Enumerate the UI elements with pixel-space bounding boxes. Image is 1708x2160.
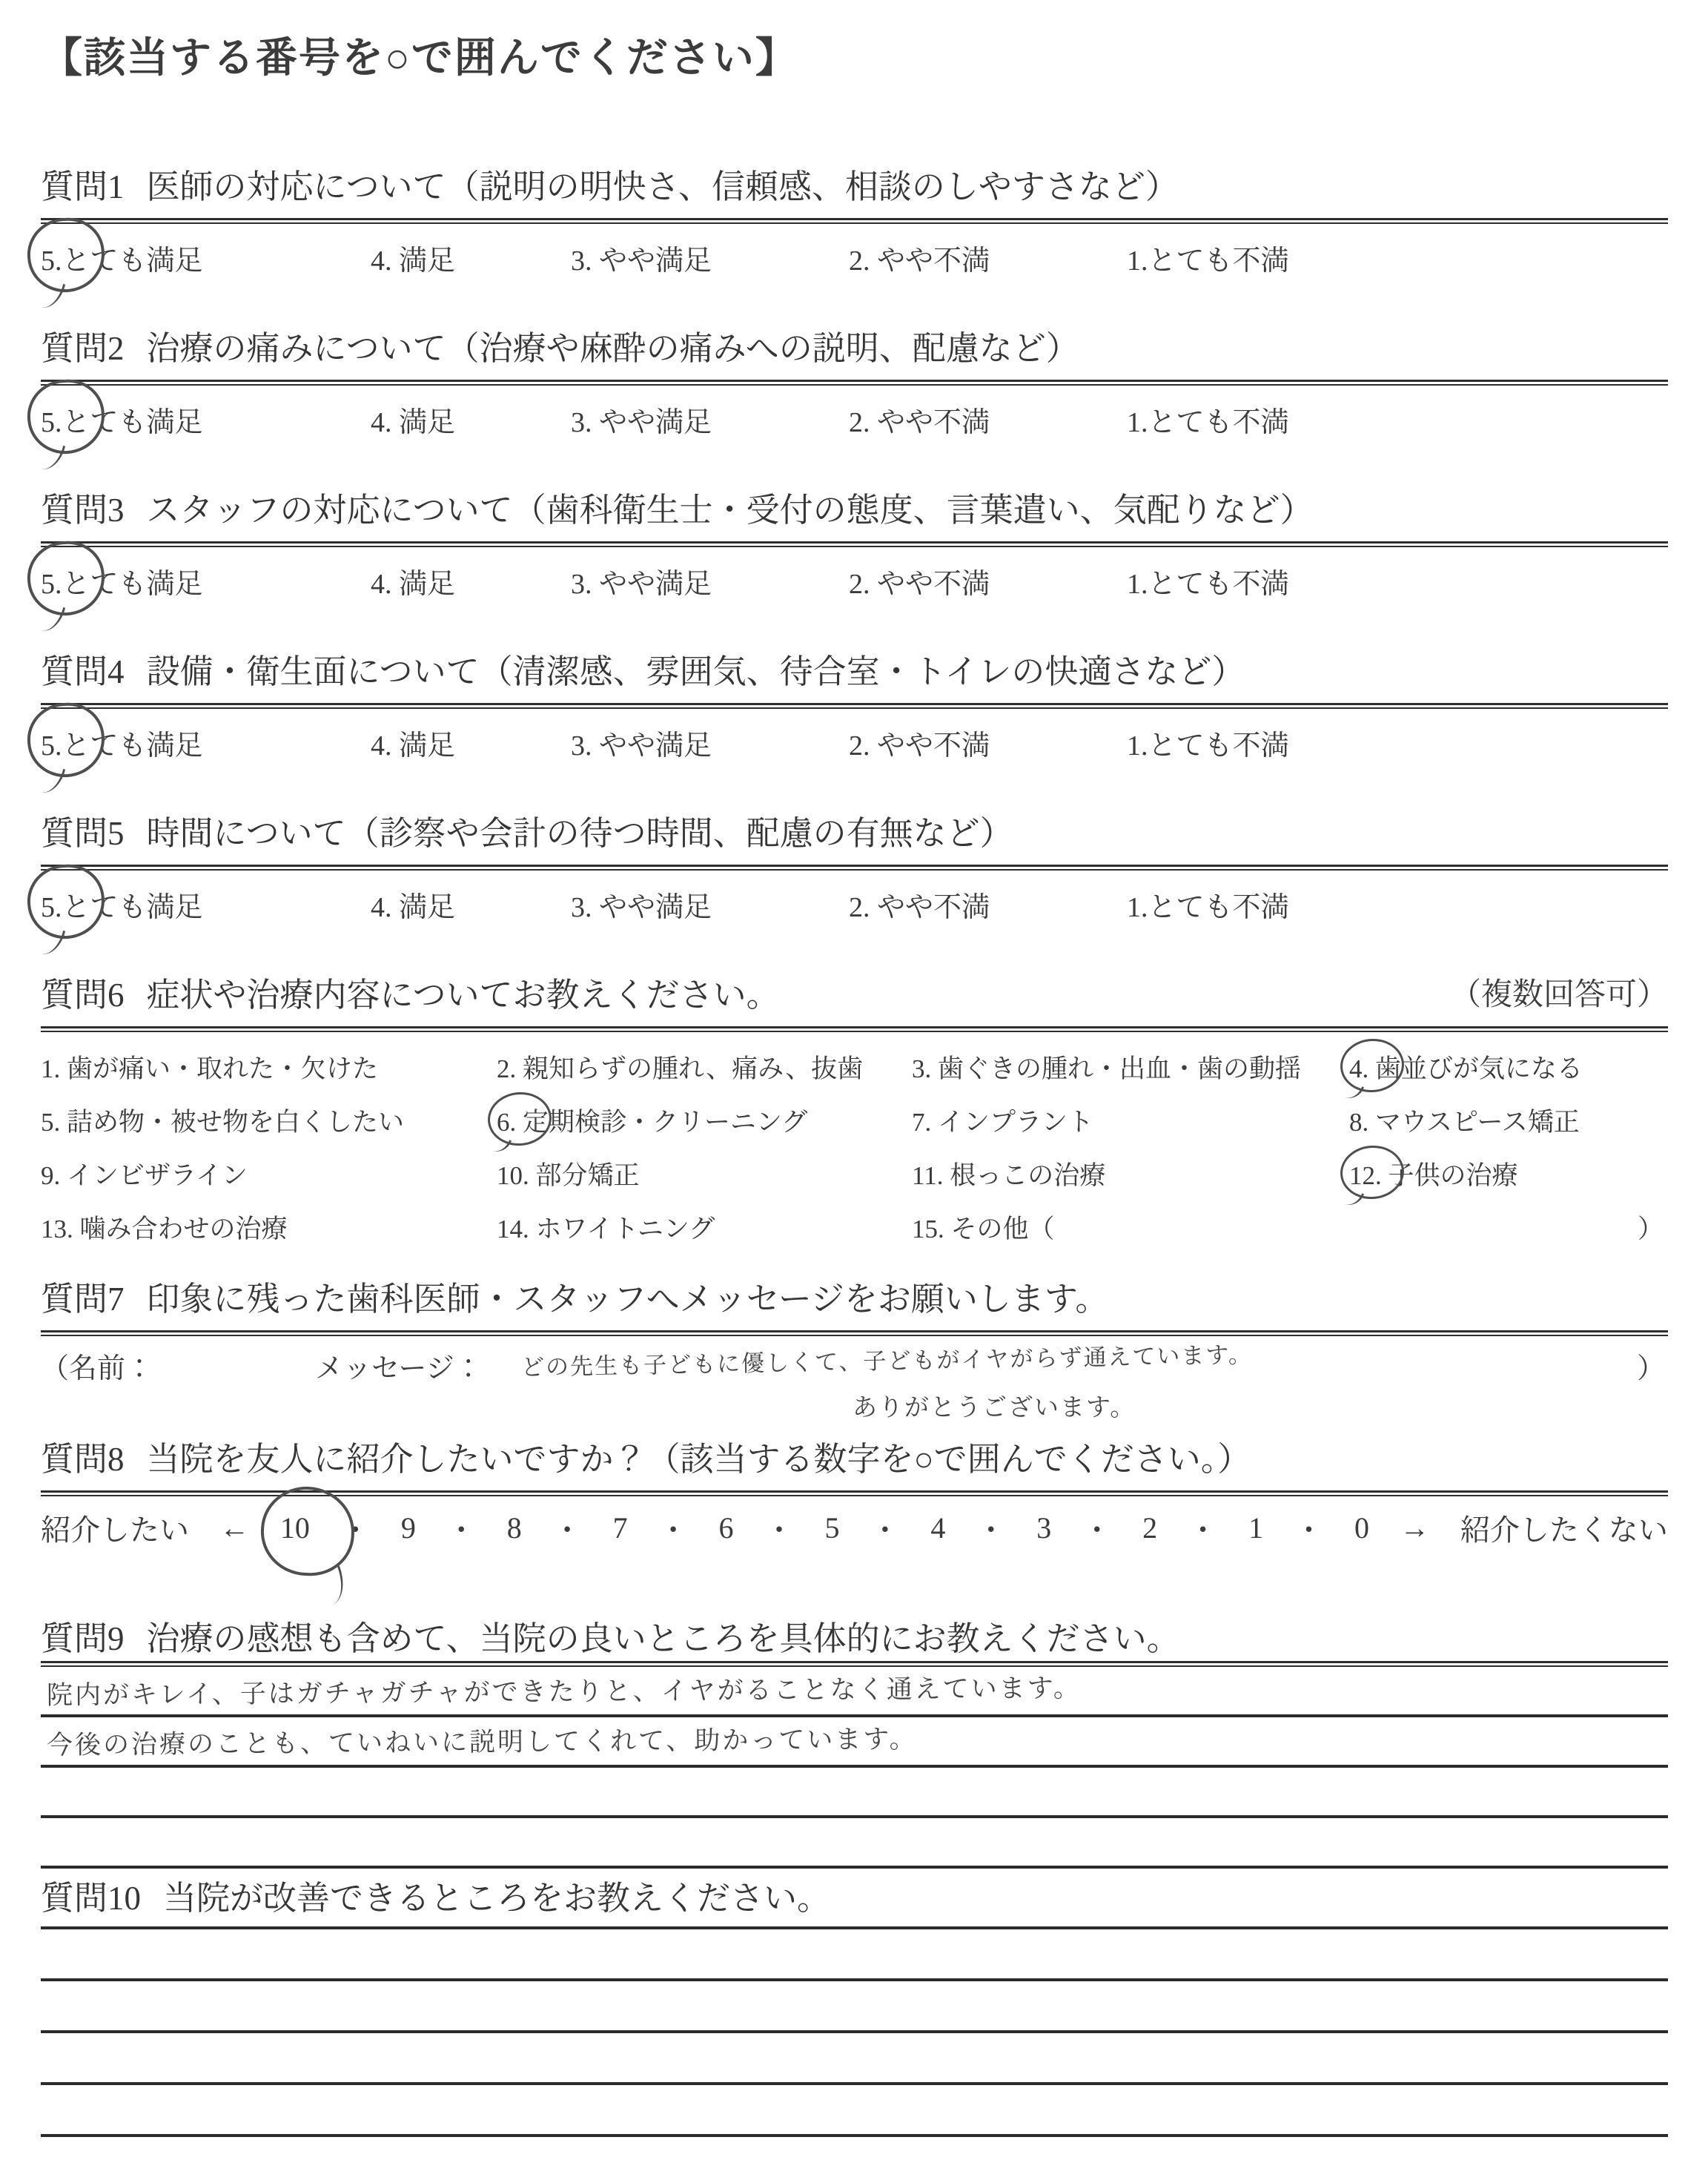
rating-option: 1.とても不満 [1127, 730, 1289, 762]
q8-dot: ・ [658, 1513, 689, 1547]
q6-item: 5. 詰め物・被せ物を白くしたい [41, 1108, 405, 1137]
rating-options-row [41, 399, 1668, 437]
q8-scale-row [41, 1507, 1668, 1548]
question-header [41, 976, 1668, 1014]
question-topic: 医師の対応について（説明の明快さ、信頼感、相談のしやすさなど） [146, 168, 1179, 205]
rating-option: 4. 満足 [371, 407, 456, 438]
rating-option: 2. やや不満 [849, 892, 990, 923]
question-1 [41, 168, 1668, 276]
q8-dot: ・ [870, 1513, 900, 1547]
header-rule [41, 1026, 1668, 1032]
arrow-right-icon: → [1400, 1510, 1430, 1545]
q6-row [41, 1048, 1668, 1084]
rating-option: 1.とても不満 [1127, 245, 1289, 277]
q6-item: 6. 定期検診・クリーニング [497, 1102, 807, 1139]
question-topic: 治療の痛みについて（治療や麻酔の痛みへの説明、配慮など） [146, 330, 1079, 367]
rating-option: 2. やや不満 [849, 730, 990, 762]
rating-option: 5.とても満足 [41, 722, 203, 763]
q8-scale-value: 0 [1354, 1510, 1369, 1545]
question-number: 質問6 [41, 977, 125, 1014]
answer-line [41, 1981, 1668, 2033]
q8-dot: ・ [552, 1513, 583, 1547]
q8-dot: ・ [764, 1513, 794, 1547]
answer-line [41, 1667, 1668, 1717]
question-number: 質問8 [41, 1441, 125, 1478]
question-number: 質問7 [41, 1281, 125, 1318]
answer-line [41, 1929, 1668, 1981]
rating-options-row [41, 722, 1668, 761]
q6-item: 1. 歯が痛い・取れた・欠けた [41, 1054, 379, 1083]
rating-option: 5.とても満足 [41, 561, 203, 601]
question-header [41, 1879, 1668, 1918]
rating-options-row [41, 561, 1668, 599]
question-header [41, 1440, 1668, 1479]
q8-dot: ・ [1294, 1513, 1324, 1547]
rating-option: 3. やや満足 [571, 730, 712, 762]
multi-answer-note: （複数回答可） [1449, 978, 1668, 1012]
rating-options-row [41, 237, 1668, 276]
question-number: 質問1 [41, 168, 125, 205]
page-title: 【該当する番号を○で囲んでください】 [41, 36, 798, 82]
q7-name-label: （名前： [41, 1353, 154, 1384]
q7-message-label: メッセージ： [315, 1353, 483, 1384]
answer-line [41, 1768, 1668, 1818]
question-topic: 設備・衛生面について（清潔感、雰囲気、待合室・トイレの快適さなど） [146, 653, 1245, 690]
header-rule [41, 1330, 1668, 1336]
question-7 [41, 1280, 1668, 1421]
rating-option: 2. やや不満 [849, 407, 990, 438]
question-header [41, 491, 1668, 529]
q8-scale-value: 6 [718, 1510, 734, 1545]
answer-line [41, 1922, 1668, 1929]
arrow-left-icon: ← [219, 1510, 250, 1545]
question-header [41, 329, 1668, 368]
q6-item: 7. インプラント [912, 1108, 1094, 1137]
question-8 [41, 1440, 1668, 1548]
q8-scale-value: 4 [930, 1510, 946, 1545]
q6-other-close-paren: ） [1637, 1215, 1664, 1244]
question-5 [41, 814, 1668, 922]
question-header [41, 1619, 1668, 1658]
q7-close-paren: ） [1636, 1353, 1665, 1384]
answer-line [41, 2085, 1668, 2137]
question-number: 質問9 [41, 1620, 125, 1657]
q8-dot: ・ [976, 1513, 1006, 1547]
rating-option: 5.とても満足 [41, 237, 203, 278]
header-rule [41, 218, 1668, 224]
answer-line [41, 1717, 1668, 1768]
question-topic: 当院を友人に紹介したいですか？（該当する数字を○で囲んでください。） [146, 1441, 1251, 1478]
q10-answer-lines [41, 1922, 1668, 2137]
header-rule [41, 703, 1668, 709]
q7-answer-row [41, 1341, 1668, 1387]
q6-row [41, 1155, 1668, 1191]
header-rule [41, 1661, 1668, 1667]
header-rule [41, 865, 1668, 871]
q8-scale-value: 9 [400, 1510, 416, 1545]
handwritten-answer: 今後の治療のことも、ていねいに説明してくれて、助かっています。 [46, 1724, 918, 1761]
rating-option: 1.とても不満 [1127, 892, 1289, 923]
handwritten-answer: 院内がキレイ、子はガチャガチャができたりと、イヤがることなく通えています。 [46, 1674, 1082, 1711]
q6-item: 4. 歯並びが気になる [1349, 1048, 1583, 1086]
q7-thanks-handwriting: ありがとうございます。 [853, 1393, 1136, 1421]
rating-option: 4. 満足 [371, 245, 456, 277]
q8-scale-value: 8 [506, 1510, 522, 1545]
question-topic: 当院が改善できるところをお教えください。 [163, 1880, 831, 1917]
question-topic: 症状や治療内容についてお教えください。 [146, 977, 780, 1014]
rating-option: 2. やや不満 [849, 569, 990, 600]
question-header [41, 814, 1668, 853]
rating-option: 3. やや満足 [571, 407, 712, 438]
question-topic: 時間について（診察や会計の待つ時間、配慮の有無など） [146, 815, 1013, 852]
q6-item: 11. 根っこの治療 [912, 1161, 1106, 1190]
q6-item: 13. 噛み合わせの治療 [41, 1215, 288, 1244]
q8-scale-value: 1 [1248, 1510, 1264, 1545]
rating-option: 4. 満足 [371, 892, 456, 923]
q6-item: 2. 親知らずの腫れ、痛み、抜歯 [497, 1054, 864, 1083]
q8-left-label: 紹介したい [41, 1513, 189, 1547]
q8-scale-value: 5 [824, 1510, 840, 1545]
q8-scale-value: 3 [1036, 1510, 1052, 1545]
q6-item: 9. インビザライン [41, 1161, 248, 1190]
answer-line [41, 2033, 1668, 2085]
q8-scale-value: 10 [279, 1510, 310, 1545]
rating-option: 3. やや満足 [571, 245, 712, 277]
question-10 [41, 1879, 1668, 2137]
q6-item: 10. 部分矯正 [497, 1161, 640, 1190]
question-topic: 治療の感想も含めて、当院の良いところを具体的にお教えください。 [146, 1620, 1180, 1657]
rating-option: 4. 満足 [371, 730, 456, 762]
q8-dot: ・ [1188, 1513, 1218, 1547]
q8-dot: ・ [446, 1513, 477, 1547]
question-9 [41, 1619, 1668, 1869]
rating-option: 5.とても満足 [41, 399, 203, 440]
q6-item: 3. 歯ぐきの腫れ・出血・歯の動揺 [912, 1054, 1302, 1083]
q6-item: 14. ホワイトニング [497, 1215, 715, 1244]
q8-scale-value: 7 [612, 1510, 628, 1545]
question-2 [41, 329, 1668, 437]
question-number: 質問4 [41, 653, 125, 690]
q6-row [41, 1102, 1668, 1137]
q7-thanks-row [853, 1388, 1668, 1421]
question-topic: 印象に残った歯科医師・スタッフへメッセージをお願いします。 [146, 1281, 1109, 1318]
question-topic: スタッフの対応について（歯科衛生士・受付の態度、言葉遣い、気配りなど） [146, 492, 1314, 529]
question-3 [41, 491, 1668, 599]
question-6 [41, 976, 1668, 1244]
q8-right-label: 紹介したくない [1460, 1513, 1668, 1547]
question-4 [41, 653, 1668, 761]
q8-scale-value: 2 [1142, 1510, 1158, 1545]
rating-option: 2. やや不満 [849, 245, 990, 277]
question-number: 質問2 [41, 330, 125, 367]
q6-item: 12. 子供の治療 [1349, 1155, 1518, 1192]
question-number: 質問5 [41, 815, 125, 852]
rating-option: 1.とても不満 [1127, 569, 1289, 600]
question-number: 質問10 [41, 1880, 142, 1917]
question-number: 質問3 [41, 492, 125, 529]
rating-option: 5.とても満足 [41, 884, 203, 925]
rating-option: 3. やや満足 [571, 892, 712, 923]
rating-option: 4. 満足 [371, 569, 456, 600]
question-header [41, 653, 1668, 691]
question-header [41, 168, 1668, 206]
header-rule [41, 541, 1668, 547]
rating-option: 1.とても不満 [1127, 407, 1289, 438]
q8-dot: ・ [1082, 1513, 1112, 1547]
q6-row [41, 1209, 1668, 1244]
question-header [41, 1280, 1668, 1318]
answer-line [41, 1818, 1668, 1869]
q6-item: 15. その他（ [912, 1215, 1055, 1244]
rating-option: 3. やや満足 [571, 569, 712, 600]
q6-item: 8. マウスピース矯正 [1349, 1108, 1580, 1137]
q7-message-handwriting: どの先生も子どもに優しくて、子どもがイヤがらず通えています。 [520, 1341, 1254, 1381]
q8-dot: ・ [340, 1513, 371, 1547]
rating-options-row [41, 884, 1668, 922]
header-rule [41, 380, 1668, 386]
